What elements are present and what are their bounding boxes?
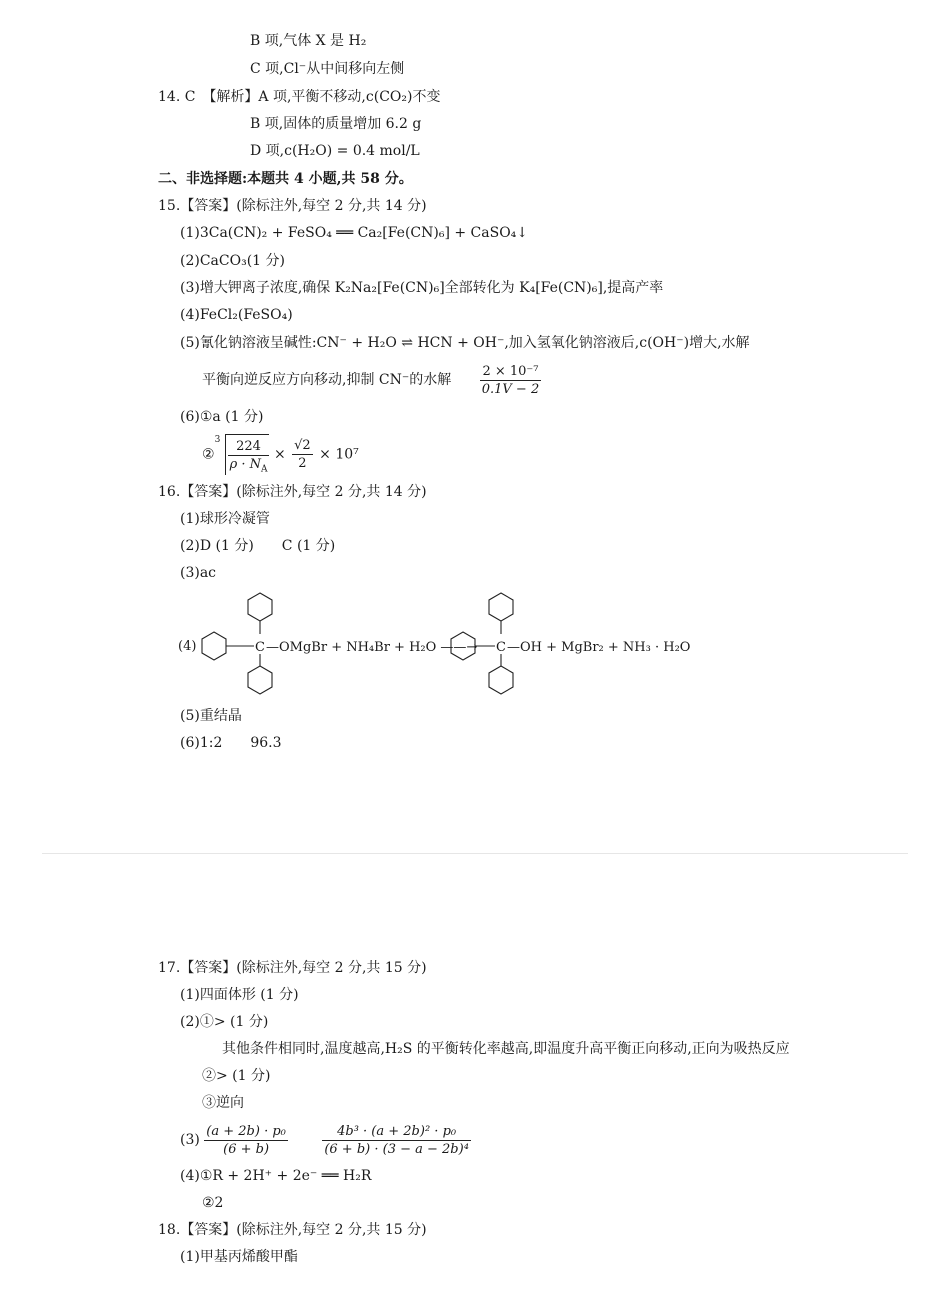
line-q15-1: (1)3Ca(CN)₂ + FeSO₄ ══ Ca₂[Fe(CN)₆] + CaSO₄↓ [180,225,529,241]
line-q17-4-1: (4)①R + 2H⁺ + 2e⁻ ══ H₂R [180,1168,372,1184]
line-q16-1: (1)球形冷凝管 [180,511,270,527]
q17-3-b-num: 4b³ · (a + 2b)² · p₀ [322,1123,471,1141]
line-q17-1: (1)四面体形 (1 分) [180,987,299,1003]
q15-5-cont-text: 平衡向逆反应方向移动,抑制 CN⁻的水解 [202,372,452,388]
line-q15-3: (3)增大钾离子浓度,确保 K₂Na₂[Fe(CN)₆]全部转化为 K₄[Fe(CN)₆],提高产率 [180,280,664,296]
line-q17-2-3: ③逆向 [202,1095,244,1111]
q17-3-fraction-b [322,1123,471,1158]
section-heading: 二、非选择题:本题共 4 小题,共 58 分。 [158,171,413,187]
line-q17-2-1: (2)①> (1 分) [180,1014,269,1030]
line-q17-3 [180,1120,475,1160]
q15-6-2-marker: ② [202,446,215,463]
cube-root-expr: 3 $\frac{224}{\rho \cdot N_A}$ [214,435,268,475]
line-q17-2-2: ②> (1 分) [202,1068,271,1084]
sqrt2-fraction [292,437,313,472]
power-ten: × 10⁷ [319,446,359,463]
right-central-carbon: C [496,640,506,655]
times-sign: × [273,446,286,463]
line-q15-5: (5)氰化钠溶液呈碱性:CN⁻ + H₂O ⇌ HCN + OH⁻,加入氢氧化钠溶液后,c(OH⁻)增大,水解 [180,335,750,351]
q17-3-a-den: (6 + b) [223,1141,270,1157]
right-reaction-text: —OH + MgBr₂ + NH₃ · H₂O [507,640,691,655]
line-q16-5: (5)重结晶 [180,708,242,724]
root-fraction-den: $\rho \cdot N_A$ [229,456,268,475]
sqrt2-num: √2 [294,438,311,453]
left-reaction-text: —OMgBr + NH₄Br + H₂O ——→ [266,640,478,655]
line-q14-d: D 项,c(H₂O) = 0.4 mol/L [250,143,420,159]
line-q16-header: 16.【答案】(除标注外,每空 2 分,共 14 分) [158,484,427,500]
page-divider [42,853,908,854]
reaction-diagram [178,588,738,698]
benzene-ring-left-bottom [248,666,272,694]
benzene-ring-right-bottom [489,666,513,694]
line-q15-6-2 [202,434,359,475]
line-q17-4-2: ②2 [202,1195,224,1211]
benzene-ring-left-top [248,593,272,621]
line-q17-header: 17.【答案】(除标注外,每空 2 分,共 15 分) [158,960,427,976]
benzene-ring-right-top [489,593,513,621]
radical-sign [215,434,270,475]
q17-3-fraction-a [204,1123,288,1158]
line-q15-header: 15.【答案】(除标注外,每空 2 分,共 14 分) [158,198,427,214]
line-14c-chloride: C 项,Cl⁻从中间移向左侧 [250,61,405,77]
q16-4-label: (4) [178,639,197,654]
q17-3-b-den: (6 + b) · (3 − a − 2b)⁴ [324,1141,469,1157]
q15-5-fraction [480,363,542,398]
line-q16-2: (2)D (1 分) C (1 分) [180,538,336,554]
line-q16-6: (6)1:2 96.3 [180,735,282,751]
q17-3-label: (3) [180,1132,200,1148]
sqrt2-den: 2 [298,456,307,471]
line-q18-header: 18.【答案】(除标注外,每空 2 分,共 15 分) [158,1222,427,1238]
line-q15-2: (2)CaCO₃(1 分) [180,253,285,269]
q16-4-reaction [178,588,738,698]
line-q18-1: (1)甲基丙烯酸甲酯 [180,1249,298,1265]
left-central-carbon: C [255,640,265,655]
q17-3-a-num: (a + 2b) · p₀ [206,1123,286,1139]
root-fraction [228,438,270,473]
line-q14-b: B 项,固体的质量增加 6.2 g [250,116,422,132]
line-14b-gas: B 项,气体 X 是 H₂ [250,33,367,49]
root-fraction-num: 224 [228,438,270,456]
line-q15-6-1: (6)①a (1 分) [180,409,264,425]
line-q17-2-reason: 其他条件相同时,温度越高,H₂S 的平衡转化率越高,即温度升高平衡正向移动,正向为吸热反应 [222,1041,790,1057]
line-q14-answer: 14. C 【解析】A 项,平衡不移动,c(CO₂)不变 [158,89,441,105]
line-q15-4: (4)FeCl₂(FeSO₄) [180,307,293,323]
line-q15-5-cont [202,362,545,398]
q15-5-fraction-num: 2 × 10⁻⁷ [480,363,542,381]
line-q16-3: (3)ac [180,565,217,581]
q15-5-fraction-den: 0.1V − 2 [481,381,540,397]
benzene-ring-left-side [202,632,226,660]
